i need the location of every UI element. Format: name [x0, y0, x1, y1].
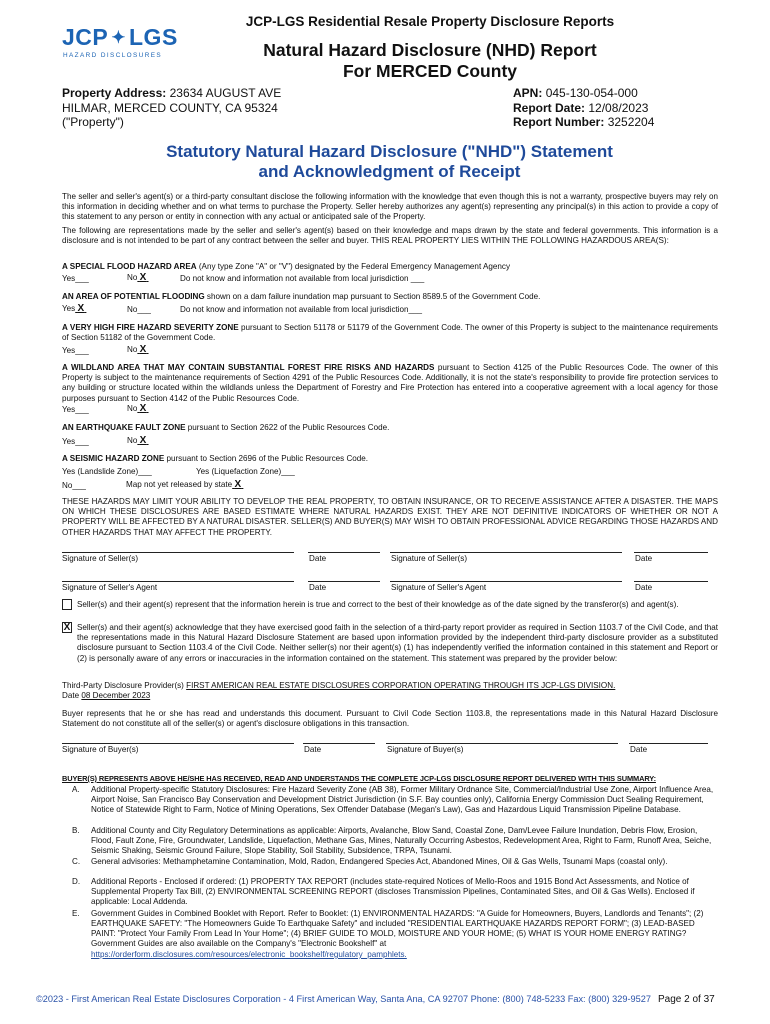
- earthquake-head: AN EARTHQUAKE FAULT ZONE: [62, 423, 186, 432]
- fire-no: [127, 345, 149, 355]
- dam-yes: [62, 304, 86, 314]
- flood-hazard-heading: [62, 262, 718, 272]
- flood-dnk: Do not know and information not available from local jurisdiction ___: [180, 274, 425, 283]
- logo-right-text: LGS: [129, 24, 178, 50]
- seismic-not-released: [126, 480, 243, 490]
- buyer-signature-line[interactable]: [62, 743, 294, 744]
- summary-item-d-text: Additional Reports - Enclosed if ordered: (1) PROPERTY TAX REPORT (includes state-required Notices of Mello-Roos and 1915 Bond Act Assessments, and Notice of Supplemental Property Tax Bill, (2) ENVIRONMENTAL SCREENING REPORT (discloses Transmission Pipelines, Contaminated Sites, and Oil & Gas Wells). Enclosed if applicable: Local Addenda.: [91, 877, 695, 907]
- fire-no-mark: [137, 345, 148, 354]
- flood-no-x: X: [139, 272, 147, 283]
- provider-label: Third-Party Disclosure Provider(s): [62, 681, 184, 690]
- intro-paragraph-1: The seller and seller's agent(s) or a third-party consultant disclose the following information with the knowledge that even though this is not a warranty, prospective buyers may rely on this information in deciding whether and on what terms to purchase the Property. Seller hereby authorizes any agent(s) representing any principal(s) in this action to provide a copy of this statement to any person or entity in connection with any actual or anticipated sale of the Property.: [62, 192, 718, 222]
- check2-checkbox[interactable]: X: [63, 622, 71, 633]
- earthquake-no-x: X: [139, 435, 147, 446]
- earthquake-yes: Yes___: [62, 437, 89, 446]
- flood-no-mark: [137, 273, 148, 282]
- property-address-block: [62, 86, 281, 130]
- fire-hazard-text: pursuant to Section 51178 or 51179 of the Government Code. The owner of this Property is subject to the maintenance requirements of Section 51182 of the Government Code.: [62, 323, 718, 343]
- seismic-liquefaction: Yes (Liquefaction Zone)___: [196, 467, 295, 476]
- dam-flooding-heading: [62, 292, 718, 302]
- property-address-line2: HILMAR, MERCED COUNTY, CA 95324: [62, 100, 278, 115]
- logo-left-text: JCP: [62, 24, 109, 50]
- seller2-date-label: Date: [635, 554, 653, 563]
- check1-checkbox[interactable]: [62, 599, 72, 610]
- flood-no-label: No: [127, 273, 138, 282]
- check1-text: Seller(s) and their agent(s) represent that the information herein is true and correct to the best of their knowledge as of the date signed by the transferor(s) and agent(s).: [77, 600, 679, 609]
- statement-title-line1: Statutory Natural Hazard Disclosure ("NHD") Statement: [166, 142, 613, 161]
- wildland-yes: Yes___: [62, 405, 89, 414]
- seller2-signature-label: Signature of Seller(s): [391, 554, 468, 563]
- wildland-no-x: X: [139, 403, 147, 414]
- property-address-label: Property Address:: [62, 86, 167, 100]
- flood-yes: Yes___: [62, 274, 89, 283]
- wildland-no-mark: [137, 404, 148, 413]
- report-date-value: 12/08/2023: [588, 100, 649, 115]
- summary-item-c-label: C.: [72, 857, 81, 866]
- wildland-head: A WILDLAND AREA THAT MAY CONTAIN SUBSTANTIAL FOREST FIRE RISKS AND HAZARDS: [62, 363, 435, 372]
- seller-signature-line[interactable]: [62, 552, 294, 553]
- dam-dnk: Do not know and information not available from local jurisdiction___: [180, 305, 423, 314]
- fire-hazard-head: A VERY HIGH FIRE HAZARD SEVERITY ZONE: [62, 323, 239, 332]
- provider-date-line: [62, 691, 150, 701]
- wildland-heading: [62, 363, 718, 404]
- fire-yes: Yes___: [62, 346, 89, 355]
- agent2-signature-line[interactable]: [390, 581, 622, 582]
- buyer-signature-label: Signature of Buyer(s): [62, 745, 139, 754]
- agent-signature-line[interactable]: [62, 581, 294, 582]
- summary-item-e-text: Government Guides in Combined Booklet with Report. Refer to Booklet: (1) ENVIRONMENTAL HAZARDS: "A Guide for Homeowners, Buyers, Landlords and Tenants"; (2) EARTHQUAKE SAFETY: "The Homeowners Guide To Earthquake Safety" and included "RESIDENTIAL EARTHQUAKE HAZARDS REPORT FORM"; (3) LEAD-BASED PAINT: "Protect Your Family From Lead In Your Home"; (4) BRIEF GUIDE TO MOLD, MOISTURE AND YOUR HOME; (5) WHAT IS YOUR HOME ENERGY RATING? Government Guides are also available on the Company's "Electronic Bookshelf" at: [91, 909, 704, 949]
- agent2-signature-label: Signature of Seller's Agent: [391, 583, 487, 592]
- apn-label: APN:: [513, 86, 543, 100]
- provider-name: FIRST AMERICAN REAL ESTATE DISCLOSURES CORPORATION OPERATING THROUGH ITS JCP-LGS DIVISION.: [186, 681, 616, 690]
- summary-item-a-label: A.: [72, 785, 80, 794]
- seismic-heading: [62, 454, 718, 464]
- report-title-line1: Natural Hazard Disclosure (NHD) Report: [263, 40, 597, 60]
- seismic-not-released-x: X: [234, 479, 242, 490]
- property-address-line3: ("Property"): [62, 115, 124, 129]
- fire-no-label: No: [127, 345, 138, 354]
- seismic-head: A SEISMIC HAZARD ZONE: [62, 454, 165, 463]
- seller2-date-line[interactable]: [634, 552, 708, 553]
- dam-yes-label: Yes: [62, 304, 76, 313]
- dam-flooding-head: AN AREA OF POTENTIAL FLOODING: [62, 292, 205, 301]
- seismic-not-released-label: Map not yet released by state: [126, 480, 233, 489]
- provider-date-label: Date: [62, 691, 80, 700]
- buyer2-signature-line[interactable]: [386, 743, 618, 744]
- buyer2-date-label: Date: [630, 745, 648, 754]
- wildland-no-label: No: [127, 404, 138, 413]
- dam-flooding-text: shown on a dam failure inundation map pursuant to Section 8589.5 of the Government Code.: [204, 292, 541, 301]
- agent-date-label: Date: [309, 583, 327, 592]
- seller-signature-label: Signature of Seller(s): [62, 554, 139, 563]
- report-title-line2: For MERCED County: [342, 61, 518, 81]
- report-series-title: JCP-LGS Residential Resale Property Disclosure Reports: [245, 14, 615, 29]
- flood-hazard-text: (Any type Zone "A" or "V") designated by the Federal Emergency Management Agency: [196, 262, 510, 271]
- fire-hazard-heading: [62, 323, 718, 343]
- electronic-bookshelf-link[interactable]: https://orderform.disclosures.com/resources/electronic_bookshelf/regulatory_pamphlets.: [91, 950, 407, 959]
- agent-signature-label: Signature of Seller's Agent: [62, 583, 158, 592]
- summary-item-d-label: D.: [72, 877, 81, 886]
- intro-paragraph-2: The following are representations made by the seller and seller's agent(s) based on their knowledge and maps drawn by the state and federal governments. This information is a disclosure and is not intended to be part of any contract between the seller and buyer. THIS REAL PROPERTY LIES WITHIN THE FOLLOWING HAZARDOUS AREA(S):: [62, 226, 718, 246]
- handshake-icon: ✦: [111, 28, 126, 47]
- report-title: [210, 40, 650, 82]
- seller-date-label: Date: [309, 554, 327, 563]
- buyer-date-label: Date: [304, 745, 322, 754]
- hazards-warning: THESE HAZARDS MAY LIMIT YOUR ABILITY TO DEVELOP THE REAL PROPERTY, TO OBTAIN INSURANCE, OR TO RECEIVE ASSISTANCE AFTER A DISASTER. THE MAPS ON WHICH THESE DISCLOSURES ARE BASED ESTIMATE WHERE NATURAL HAZARDS EXIST. THEY ARE NOT DEFINITIVE INDICATORS OF WHETHER OR NOT A PROPERTY WILL BE AFFECTED BY A NATURAL DISASTER. SELLER(S) AND BUYER(S) MAY WISH TO OBTAIN PROFESSIONAL ADVICE REGARDING THOSE HAZARDS AND OTHER HAZARDS THAT MAY AFFECT THE PROPERTY.: [62, 497, 718, 537]
- seismic-text: pursuant to Section 2696 of the Public Resources Code.: [164, 454, 369, 463]
- seismic-landslide: Yes (Landslide Zone)___: [62, 467, 152, 476]
- report-info-block: [513, 86, 654, 130]
- buyer2-date-line[interactable]: [629, 743, 708, 744]
- buyer-representation: Buyer represents that he or she has read and understands this document. Pursuant to Civil Code Section 1103.8, the representations made in this Natural Hazard Disclosure Statement do not constitute all of the seller(s) or agent's disclosure obligations in this transaction.: [62, 709, 718, 729]
- summary-item-a-text: Additional Property-specific Statutory Disclosures: Fire Hazard Severity Zone (AB 38), Former Military Ordnance Site, Commercial/Industrial Use Zone, Airport Influence Area, Airport Noise, San Francisco Bay Conservation and Development District Jurisdiction (in S.F. Bay counties only), California Energy Commission Duct Sealing Requirement, Notice of Statewide Right to Farm, Notice of Mining Operations, Sex Offender Database (Megan's Law), Gas and Hazardous Liquid Transmission Pipeline Database.: [91, 785, 714, 815]
- report-number-label: Report Number:: [513, 115, 605, 129]
- report-number-value: 3252204: [607, 115, 655, 129]
- jcp-lgs-logo: [62, 24, 192, 64]
- summary-item-e-label: E.: [72, 909, 80, 918]
- earthquake-no-mark: [137, 436, 148, 445]
- earthquake-heading: [62, 423, 718, 433]
- seismic-not-released-mark: [232, 480, 243, 489]
- earthquake-no: [127, 436, 149, 446]
- fire-no-x: X: [139, 344, 147, 355]
- check2-text: Seller(s) and their agent(s) acknowledge that they have exercised good faith in the selection of a third-party report provider as required in Section 1103.7 of the Civil Code, and that the representations made in this Natural Hazard Disclosure Statement are based upon information provided by the independent third-party disclosure provider as a substituted disclosure pursuant to Section 1103.4 of the Civil Code. Neither seller(s) nor their agent(s) (1) has independently verified the information contained in this statement and Report or (2) is personally aware of any errors or inaccuracies in the information contained on the statement. This statement was prepared by the provider below:: [77, 623, 718, 663]
- page-number: Page 2 of 37: [658, 994, 715, 1005]
- seller2-signature-line[interactable]: [390, 552, 622, 553]
- statement-title-line2: and Acknowledgment of Receipt: [258, 162, 521, 181]
- agent2-date-label: Date: [635, 583, 653, 592]
- summary-item-b-label: B.: [72, 826, 80, 835]
- apn-value: 045-130-054-000: [545, 86, 638, 100]
- logo-wordmark: [62, 24, 178, 51]
- provider-date: 08 December 2023: [81, 691, 151, 700]
- agent-date-line[interactable]: [308, 581, 380, 582]
- provider-line: [62, 681, 615, 691]
- seller-date-line[interactable]: [308, 552, 380, 553]
- logo-subtitle: HAZARD DISCLOSURES: [63, 52, 163, 59]
- earthquake-no-label: No: [127, 436, 138, 445]
- footer-copyright: ©2023 - First American Real Estate Disclosures Corporation - 4 First American Way, Santa Ana, CA 92707 Phone: (800) 748-5233 Fax: (800) 329-9527: [36, 994, 651, 1004]
- summary-heading: BUYER(S) REPRESENTS ABOVE HE/SHE HAS RECEIVED, READ AND UNDERSTANDS THE COMPLETE JCP-LGS DISCLOSURE REPORT DELIVERED WITH THIS SUMMARY:: [62, 774, 656, 783]
- summary-item-b-text: Additional County and City Regulatory Determinations as applicable: Airports, Avalanche, Blow Sand, Coastal Zone, Dam/Levee Failure Inundation, Debris Flow, Erosion, Flood, Fault Zone, Fire, Groundwater, Landslide, Liquefaction, Methane Gas, Mines, Naturally Occurring Asbestos, Redevelopment Area, Right to Farm, Runoff Area, Seiche, Seismic Shaking, Seismic Ground Failure, Slope Stability, Soil Stability, Subsidence, TRPA, Tsunami.: [91, 826, 712, 856]
- buyer-date-line[interactable]: [303, 743, 375, 744]
- dam-no: No___: [127, 305, 151, 314]
- wildland-text: pursuant to Section 4125 of the Public Resources Code. The owner of this Property is subject to the maintenance requirements of Section 4291 of the Public Resources Code. Additionally, it is not the state's responsibility to provide fire protection services to any building or structure located within the wildlands unless the Department of Forestry and Fire Protection has entered into a cooperative agreement with a local agency for those purposes pursuant to Section 4142 of the Public Resources Code.: [62, 363, 718, 403]
- wildland-no: [127, 404, 149, 414]
- buyer2-signature-label: Signature of Buyer(s): [387, 745, 464, 754]
- earthquake-text: pursuant to Section 2622 of the Public Resources Code.: [185, 423, 390, 432]
- flood-hazard-head: A SPECIAL FLOOD HAZARD AREA: [62, 262, 197, 271]
- dam-yes-x: X: [77, 303, 85, 314]
- dam-yes-mark: [75, 304, 86, 313]
- summary-item-c-text: General advisories: Methamphetamine Contamination, Mold, Radon, Endangered Species Act, Abandoned Mines, Oil & Gas Wells, Tsunami Maps (coastal only).: [91, 857, 668, 866]
- report-date-label: Report Date:: [513, 100, 586, 115]
- property-address-line1: 23634 AUGUST AVE: [169, 86, 282, 100]
- agent2-date-line[interactable]: [634, 581, 708, 582]
- seismic-no: No___: [62, 481, 86, 490]
- statement-title: [62, 142, 717, 182]
- flood-no: [127, 273, 149, 283]
